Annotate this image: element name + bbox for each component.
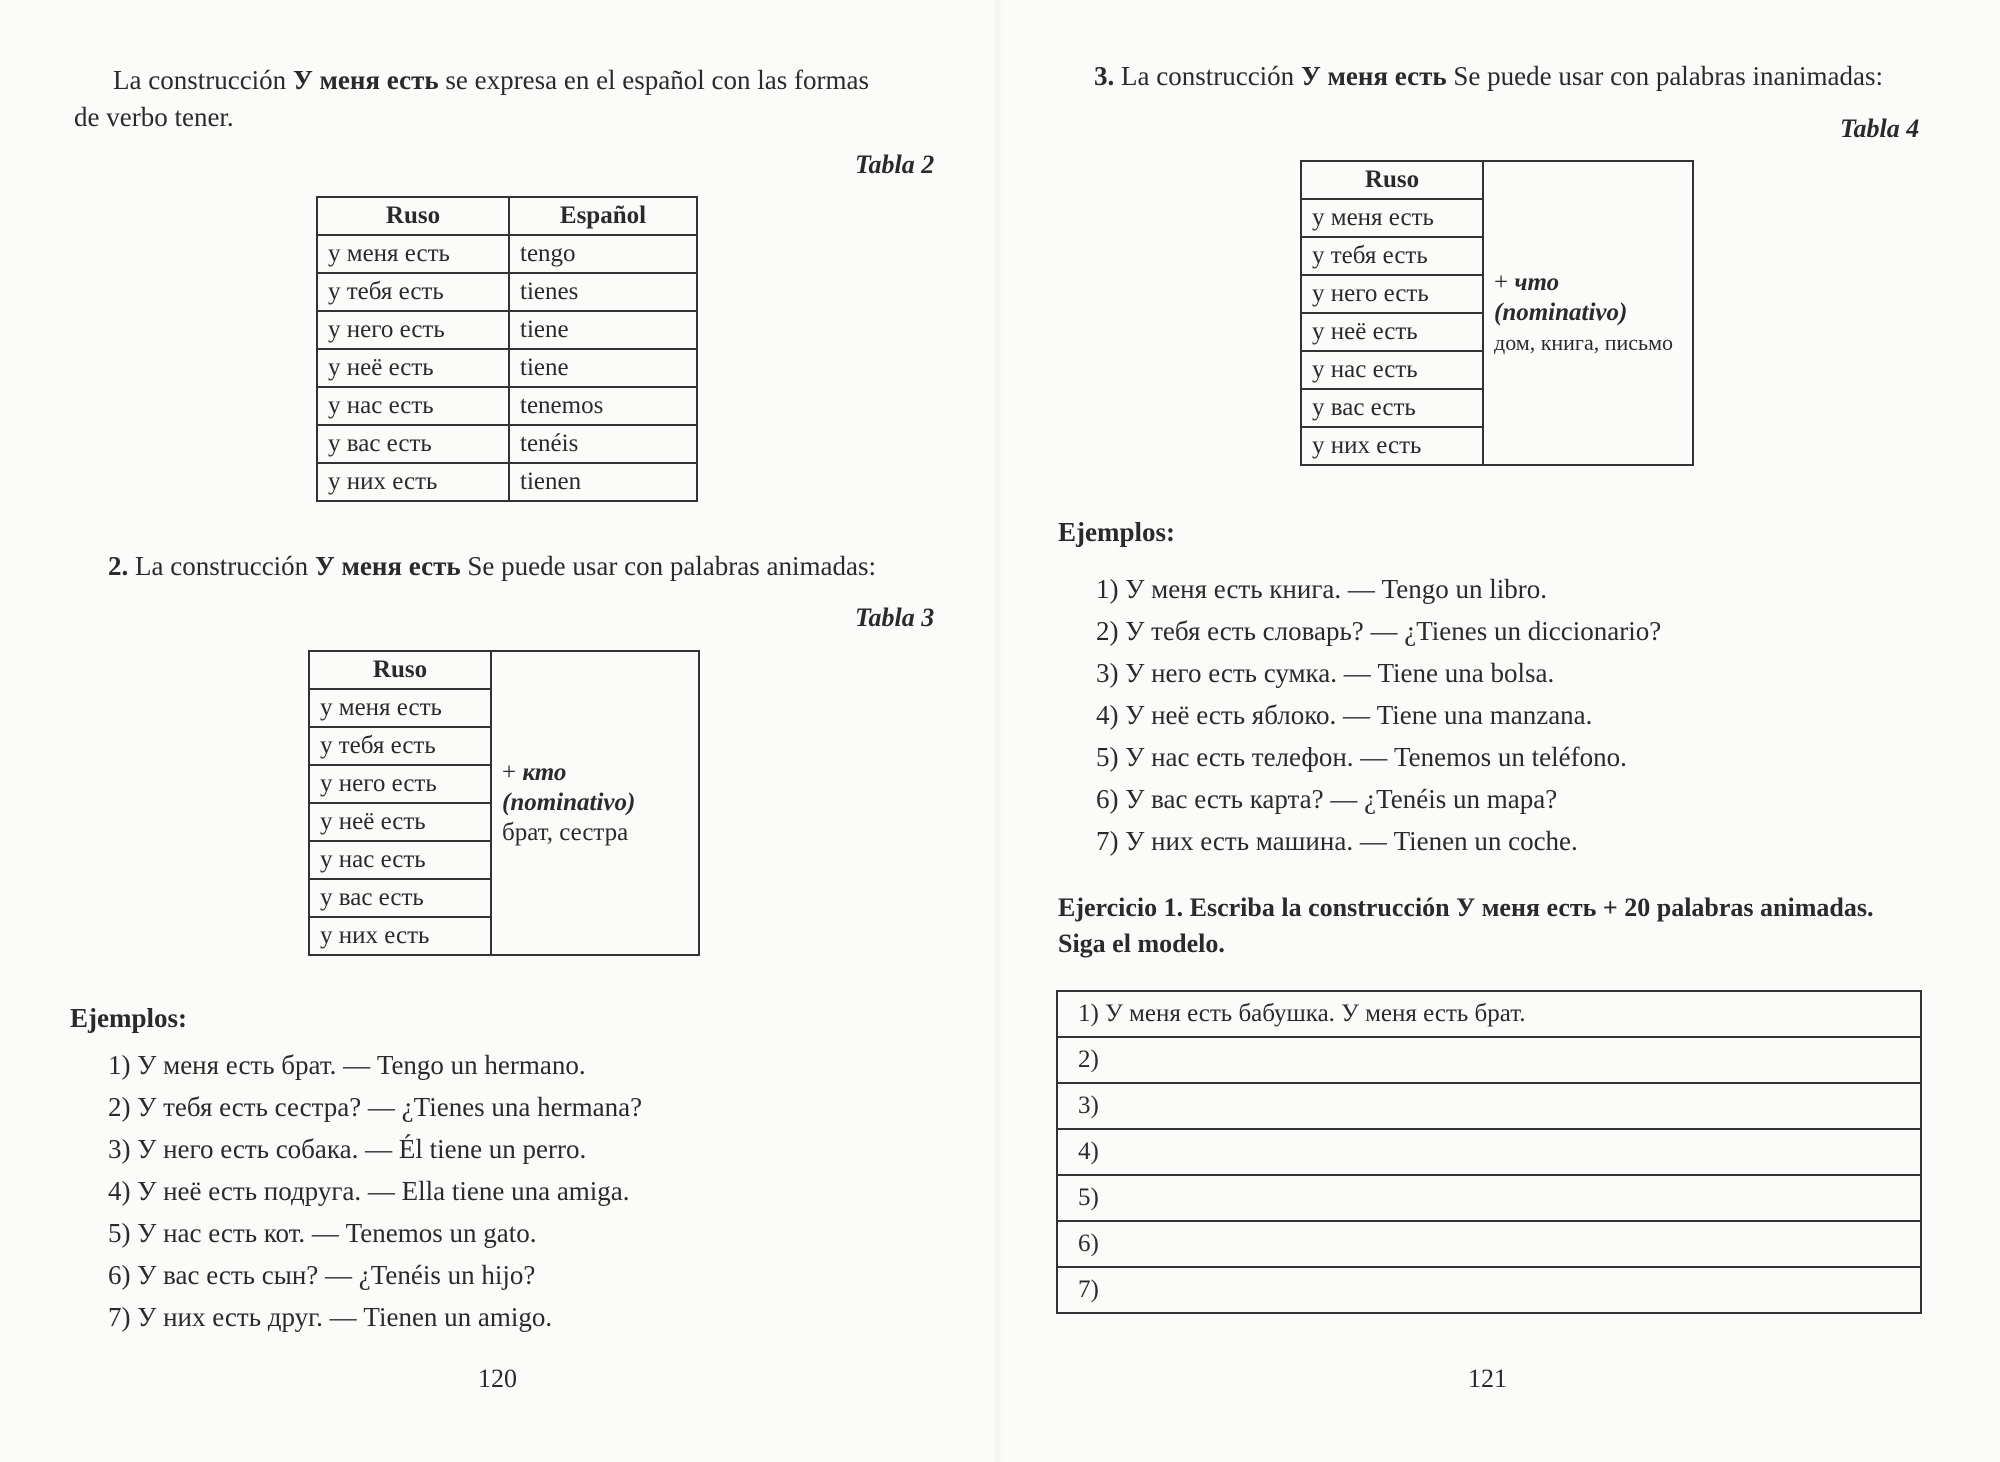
section3-text-bold: У меня есть — [1300, 61, 1447, 91]
table-row — [317, 387, 697, 425]
table-row — [317, 235, 697, 273]
tabla4-header-ruso: Ruso — [1301, 161, 1483, 199]
tabla4-plus: + — [1494, 269, 1515, 296]
tabla3-cell: у меня есть — [309, 689, 491, 727]
tabla2-cell-es: tiene — [509, 349, 697, 387]
tabla3-side-examples: брат, сестра — [502, 819, 629, 846]
table-row — [1057, 1037, 1921, 1083]
list-item: 7) У них есть друг. — Tienen un amigo. — [108, 1302, 553, 1332]
tabla3-cell: у них есть — [309, 917, 491, 955]
table-row — [1057, 1175, 1921, 1221]
tabla2-cell-ru: у нас есть — [317, 387, 509, 425]
tabla2-cell-es: tienes — [509, 273, 697, 311]
tabla4-cell: у неё есть — [1301, 313, 1483, 351]
tabla4-side-examples: дом, книга, письмо — [1494, 330, 1673, 355]
section2-number: 2. — [108, 551, 129, 581]
table-row — [309, 651, 699, 689]
examples-title-right: Ejemplos: — [1058, 517, 1175, 547]
answer-row[interactable]: 4) — [1057, 1129, 1921, 1175]
answer-row[interactable]: 2) — [1057, 1037, 1921, 1083]
exercise-line-1: Ejercicio 1. Escriba la construcción У меня есть + 20 palabras animadas. — [1058, 893, 1874, 922]
tabla2-cell-es: tenemos — [509, 387, 697, 425]
table-row — [1057, 1129, 1921, 1175]
tabla4-cell: у них есть — [1301, 427, 1483, 465]
examples-title-left: Ejemplos: — [70, 1003, 187, 1033]
section2-text-part2: Se puede usar con palabras animadas: — [460, 551, 876, 581]
list-item: 3) У него есть сумка. — Tiene una bolsa. — [1096, 658, 1555, 688]
table-row — [1057, 991, 1921, 1037]
list-item: 1) У меня есть книга. — Tengo un libro. — [1096, 574, 1547, 604]
list-item: 2) У тебя есть сестра? — ¿Tienes una hermana? — [108, 1092, 643, 1122]
tabla4-cell: у вас есть — [1301, 389, 1483, 427]
answer-row[interactable]: 7) — [1057, 1267, 1921, 1313]
tabla3-side-cell — [491, 651, 699, 955]
list-item: 2) У тебя есть словарь? — ¿Tienes un diccionario? — [1096, 616, 1662, 646]
tabla3-caption: Tabla 3 — [855, 603, 935, 632]
tabla2-cell-ru: у неё есть — [317, 349, 509, 387]
examples-list-left — [108, 1044, 642, 1338]
tabla4-side-word: что — [1514, 269, 1560, 296]
tabla4-side-case: (nominativo) — [1494, 299, 1628, 326]
tabla2-table — [316, 196, 698, 502]
list-item: 6) У вас есть сын? — ¿Tenéis un hijo? — [108, 1260, 536, 1290]
tabla3-cell: у вас есть — [309, 879, 491, 917]
tabla2-header-espanol: Español — [509, 197, 697, 235]
answer-row[interactable]: 5) — [1057, 1175, 1921, 1221]
table-row — [317, 349, 697, 387]
table-row — [317, 425, 697, 463]
exercise-answer-table — [1056, 990, 1922, 1314]
list-item: 1) У меня есть брат. — Tengo un hermano. — [108, 1050, 586, 1080]
table-row — [1057, 1267, 1921, 1313]
tabla4-cell: у него есть — [1301, 275, 1483, 313]
list-item: 7) У них есть машина. — Tienen un coche. — [1096, 826, 1578, 856]
tabla4-caption: Tabla 4 — [1840, 114, 1920, 143]
list-item: 4) У неё есть яблоко. — Tiene una manzana. — [1096, 700, 1593, 730]
tabla2-caption: Tabla 2 — [855, 150, 935, 179]
tabla2-cell-ru: у него есть — [317, 311, 509, 349]
tabla4-side-cell — [1483, 161, 1693, 465]
right-page — [1000, 0, 2000, 1462]
tabla3-side-case: (nominativo) — [502, 789, 636, 816]
table-row — [317, 463, 697, 501]
table-row — [317, 311, 697, 349]
table-row — [317, 273, 697, 311]
intro-text-part2: se expresa en el español con las formas — [438, 65, 869, 95]
tabla2-cell-es: tenéis — [509, 425, 697, 463]
section3-text-part2: Se puede usar con palabras inanimadas: — [1446, 61, 1883, 91]
section2-text-part1: La construcción — [128, 551, 315, 581]
list-item: 5) У нас есть кот. — Tenemos un gato. — [108, 1218, 537, 1248]
tabla4-table — [1300, 160, 1694, 466]
tabla2-cell-es: tiene — [509, 311, 697, 349]
tabla2-cell-ru: у них есть — [317, 463, 509, 501]
page-number-right: 121 — [1468, 1364, 1507, 1393]
tabla4-cell: у нас есть — [1301, 351, 1483, 389]
tabla3-table — [308, 650, 700, 956]
tabla2-cell-es: tienen — [509, 463, 697, 501]
exercise-line-2: Siga el modelo. — [1058, 929, 1225, 958]
intro-text-bold: У меня есть — [292, 65, 439, 95]
tabla3-cell: у неё есть — [309, 803, 491, 841]
tabla2-header-ruso: Ruso — [317, 197, 509, 235]
section2-heading — [108, 550, 876, 584]
table-row — [1057, 1083, 1921, 1129]
page-number-left: 120 — [478, 1364, 517, 1393]
list-item: 3) У него есть собака. — Él tiene un perro. — [108, 1134, 587, 1164]
tabla4-cell: у тебя есть — [1301, 237, 1483, 275]
tabla2-cell-ru: у меня есть — [317, 235, 509, 273]
intro-text-part1: La construcción — [113, 65, 293, 95]
answer-row[interactable]: 3) — [1057, 1083, 1921, 1129]
tabla2-cell-ru: у тебя есть — [317, 273, 509, 311]
intro-line-1 — [113, 64, 869, 98]
tabla2-cell-ru: у вас есть — [317, 425, 509, 463]
answer-row[interactable]: 6) — [1057, 1221, 1921, 1267]
section2-text-bold: У меня есть — [314, 551, 461, 581]
list-item: 4) У неё есть подруга. — Ella tiene una amiga. — [108, 1176, 630, 1206]
section3-heading — [1094, 60, 1883, 94]
tabla2-header-row — [317, 197, 697, 235]
list-item: 5) У нас есть телефон. — Tenemos un teléfono. — [1096, 742, 1627, 772]
tabla3-cell: у нас есть — [309, 841, 491, 879]
intro-line-2: de verbo tener. — [74, 102, 234, 132]
tabla3-cell: у него есть — [309, 765, 491, 803]
answer-row[interactable]: 1) У меня есть бабушка. У меня есть брат. — [1057, 991, 1921, 1037]
tabla3-plus: + — [502, 759, 523, 786]
tabla4-cell: у меня есть — [1301, 199, 1483, 237]
tabla3-cell: у тебя есть — [309, 727, 491, 765]
tabla3-header-ruso: Ruso — [309, 651, 491, 689]
section3-text-part1: La construcción — [1114, 61, 1301, 91]
table-row — [1301, 161, 1693, 199]
list-item: 6) У вас есть карта? — ¿Tenéis un mapa? — [1096, 784, 1558, 814]
tabla2-cell-es: tengo — [509, 235, 697, 273]
tabla3-side-word: кто — [522, 759, 567, 786]
table-row — [1057, 1221, 1921, 1267]
section3-number: 3. — [1094, 61, 1115, 91]
examples-list-right — [1096, 568, 1661, 862]
